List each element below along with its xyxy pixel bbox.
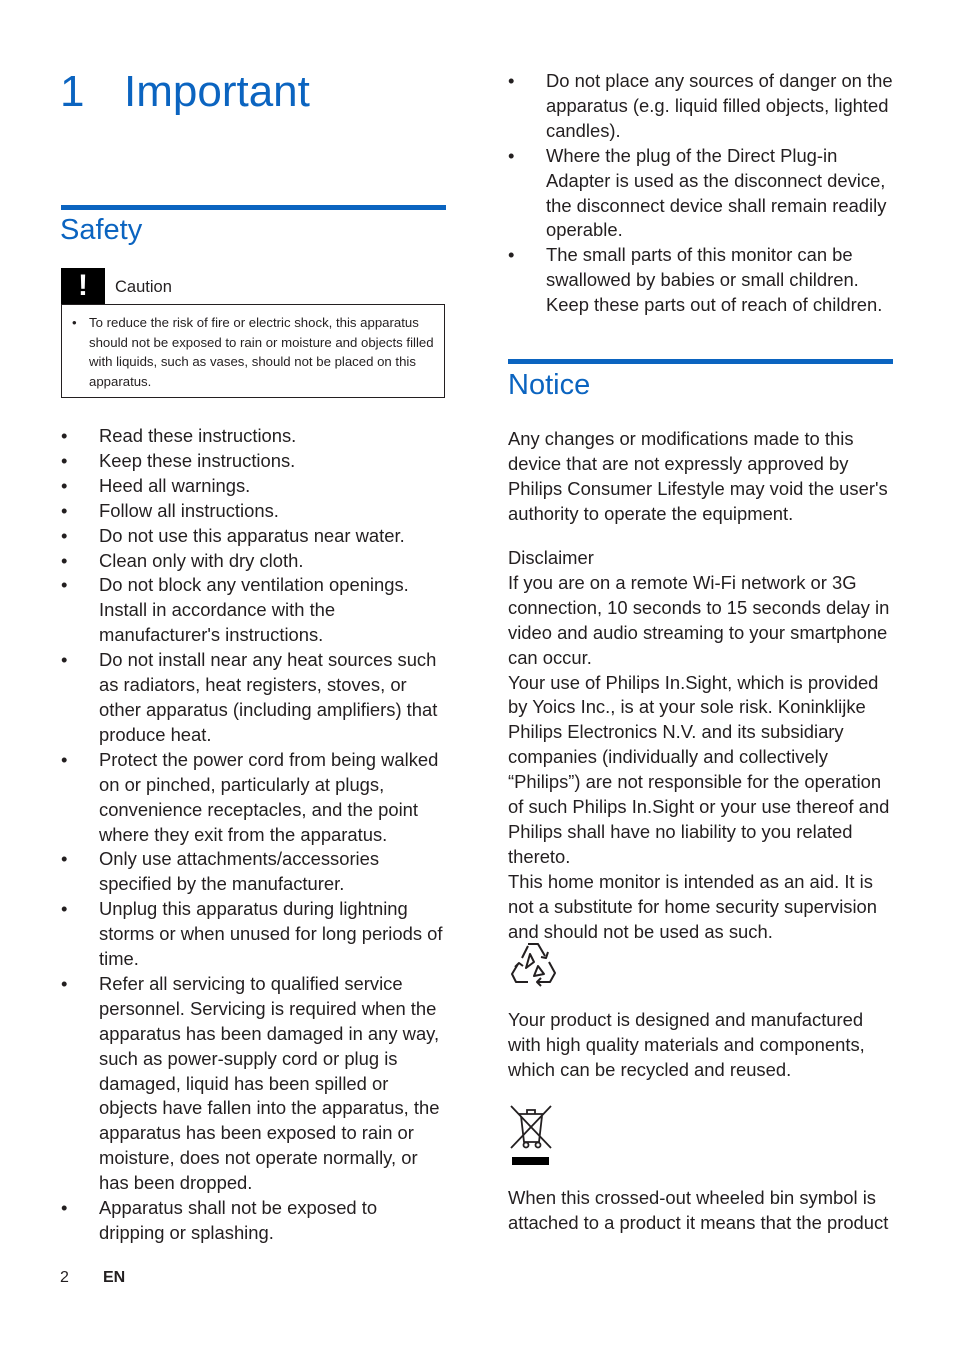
list-item: • Do not install near any heat sources such as radiators, heat registers, stoves, or other apparatus (including amplifiers) that produce heat.: [61, 648, 447, 748]
list-item: • Only use attachments/accessories specified by the manufacturer.: [61, 847, 447, 897]
list-item: • Heed all warnings.: [61, 474, 447, 499]
list-item: • The small parts of this monitor can be swallowed by babies or small children. Keep these parts out of reach of children.: [508, 243, 898, 318]
recycle-text: Your product is designed and manufactured with high quality materials and components, which can be recycled and reused.: [508, 1009, 865, 1080]
notice-heading: Notice: [508, 369, 591, 401]
list-item: • Refer all servicing to qualified service personnel. Servicing is required when the apparatus has been damaged in any way, such as power-supply cord or plug is damaged, liquid has been spilled or objects have fallen into the apparatus, the apparatus has been exposed to rain or moisture, does not operate normally, or has been dropped.: [61, 972, 447, 1196]
disclaimer-paragraph: Your use of Philips In.Sight, which is provided by Yoics Inc., is at your sole risk. Koninklijke Philips Electronics N.V. and its subsidiary companies (individually and collectively “Philips”) are not responsible for the operation of such Philips In.Sight or your use thereof and Philips shall have no liability to you related thereto.: [508, 671, 890, 867]
list-item: • Keep these instructions.: [61, 449, 447, 474]
list-item: • Unplug this apparatus during lightning storms or when unused for long periods of time.: [61, 897, 447, 972]
caution-label: Caution: [115, 278, 172, 296]
disclaimer-block: [508, 546, 898, 945]
list-item: • Clean only with dry cloth.: [61, 549, 447, 574]
chapter-title: Important: [124, 67, 310, 116]
list-item: • Where the plug of the Direct Plug-in Adapter is used as the disconnect device, the disconnect device shall remain readily operable.: [508, 144, 898, 244]
caution-item: • To reduce the risk of fire or electric shock, this apparatus should not be exposed to rain or moisture and objects filled with liquids, such as vases, should not be placed on this apparatus.: [72, 313, 434, 391]
language-code: EN: [103, 1269, 126, 1286]
safety-list-continued: [508, 69, 898, 318]
safety-rule: [61, 205, 446, 210]
notice-rule: [508, 359, 893, 364]
chapter-heading: [60, 66, 310, 118]
weee-text: When this crossed-out wheeled bin symbol is attached to a product it means that the product: [508, 1187, 889, 1233]
notice-intro: Any changes or modifications made to this device that are not expressly approved by Philips Consumer Lifestyle may void the user's authority to operate the equipment.: [508, 428, 888, 524]
page-number: 2: [60, 1269, 69, 1286]
list-item: • Do not use this apparatus near water.: [61, 524, 447, 549]
list-item: • Apparatus shall not be exposed to dripping or splashing.: [61, 1196, 447, 1246]
recycle-icon: [508, 938, 560, 990]
crossed-out-wheeled-bin-icon: [508, 1102, 554, 1168]
list-item: • Read these instructions.: [61, 424, 447, 449]
list-item: • Do not place any sources of danger on the apparatus (e.g. liquid filled objects, lighted candles).: [508, 69, 898, 144]
caution-list: [72, 313, 434, 391]
safety-list: [61, 424, 447, 1246]
exclamation-icon: !: [61, 268, 105, 304]
list-item: • Protect the power cord from being walked on or pinched, particularly at plugs, convenience receptacles, and the point where they exit from the apparatus.: [61, 748, 447, 848]
disclaimer-paragraph: If you are on a remote Wi-Fi network or 3G connection, 10 seconds to 15 seconds delay in video and audio streaming to your smartphone can occur.: [508, 571, 890, 668]
safety-heading: Safety: [60, 214, 143, 246]
chapter-number: 1: [60, 67, 85, 116]
disclaimer-paragraph: This home monitor is intended as an aid. It is not a substitute for home security supervision and should not be used as such.: [508, 870, 878, 942]
disclaimer-heading: Disclaimer: [508, 547, 594, 568]
list-item: • Do not block any ventilation openings. Install in accordance with the manufacturer's instructions.: [61, 573, 447, 648]
list-item: • Follow all instructions.: [61, 499, 447, 524]
